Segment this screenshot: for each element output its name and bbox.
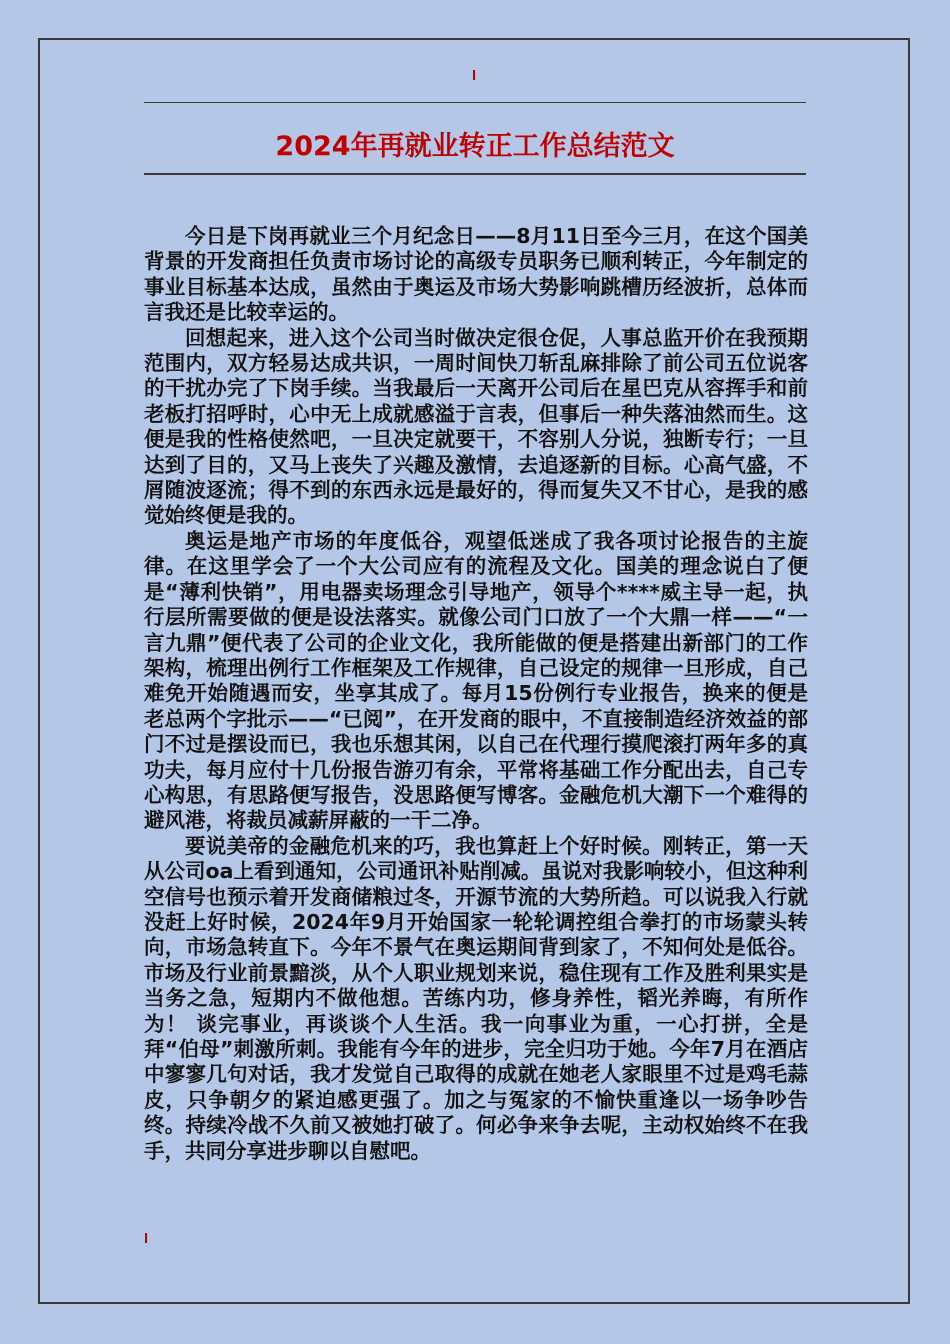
body-paragraph: 今日是下岗再就业三个月纪念日——8月11日至今三月，在这个国美背景的开发商担任负责市场讨论的高级专员职务已顺利转正，今年制定的事业目标基本达成，虽然由于奥运及市场大势影响跳槽历经波折，总体而言我还是比较幸运的。 [144, 224, 808, 325]
footer-mark [145, 1233, 147, 1243]
header-rule [144, 102, 806, 103]
document-body [144, 224, 808, 1164]
body-paragraph: 回想起来，进入这个公司当时做决定很仓促，人事总监开价在我预期范围内，双方轻易达成共识，一周时间快刀斩乱麻排除了前公司五位说客的干扰办完了下岗手续。当我最后一天离开公司后在星巴克从容挥手和前老板打招呼时，心中无上成就感溢于言表，但事后一种失落油然而生。这便是我的性格使然吧，一旦决定就要干，不容别人分说，独断专行；一旦达到了目的，又马上丧失了兴趣及激情，去追逐新的目标。心高气盛，不屑随波逐流；得不到的东西永远是最好的，得而复失又不甘心，是我的感觉始终便是我的。 [144, 325, 808, 528]
document-title: 2024年再就业转正工作总结范文 [275, 131, 675, 162]
body-paragraph: 奥运是地产市场的年度低谷，观望低迷成了我各项讨论报告的主旋律。在这里学会了一个大公司应有的流程及文化。国美的理念说白了便是“薄利快销”，用电器卖场理念引导地产，领导个****威主导一起，执行层所需要做的便是设法落实。就像公司门口放了一个大鼎一样——“一言九鼎”便代表了公司的企业文化，我所能做的便是搭建出新部门的工作架构，梳理出例行工作框架及工作规律，自己设定的规律一旦形成，自己难免开始随遇而安，坐享其成了。每月15份例行专业报告，换来的便是老总两个字批示——“已阅”，在开发商的眼中，不直接制造经济效益的部门不过是摆设而已，我也乐想其闲，以自己在代理行摸爬滚打两年多的真功夫，每月应付十几份报告游刃有余，平常将基础工作分配出去，自己专心构思，有思路便写报告，没思路便写博客。金融危机大潮下一个难得的避风港，将裁员减薪屏蔽的一干二净。 [144, 528, 808, 833]
header-mark [473, 70, 475, 80]
body-paragraph: 要说美帝的金融危机来的巧，我也算赶上个好时候。刚转正，第一天从公司oa上看到通知，公司通讯补贴削减。虽说对我影响较小，但这种利空信号也预示着开发商储粮过冬，开源节流的大势所趋。可以说我入行就没赶上好时候，2024年9月开始国家一轮轮调控组合拳打的市场蒙头转向，市场急转直下。今年不景气在奥运期间背到家了，不知何处是低谷。市场及行业前景黯淡，从个人职业规划来说，稳住现有工作及胜利果实是当务之急，短期内不做他想。苦练内功，修身养性，韬光养晦，有所作为！ 谈完事业，再谈谈个人生活。我一向事业为重，一心打拼，全是拜“伯母”刺激所刺。我能有今年的进步，完全归功于她。今年7月在酒店中寥寥几句对话，我才发觉自己取得的成就在她老人家眼里不过是鸡毛蒜皮，只争朝夕的紧迫感更强了。加之与冤家的不愉快重逢以一场争吵告终。持续冷战不久前又被她打破了。何必争来争去呢，主动权始终不在我手，共同分享进步聊以自慰吧。 [144, 833, 808, 1163]
title-underline-rule [144, 173, 806, 175]
